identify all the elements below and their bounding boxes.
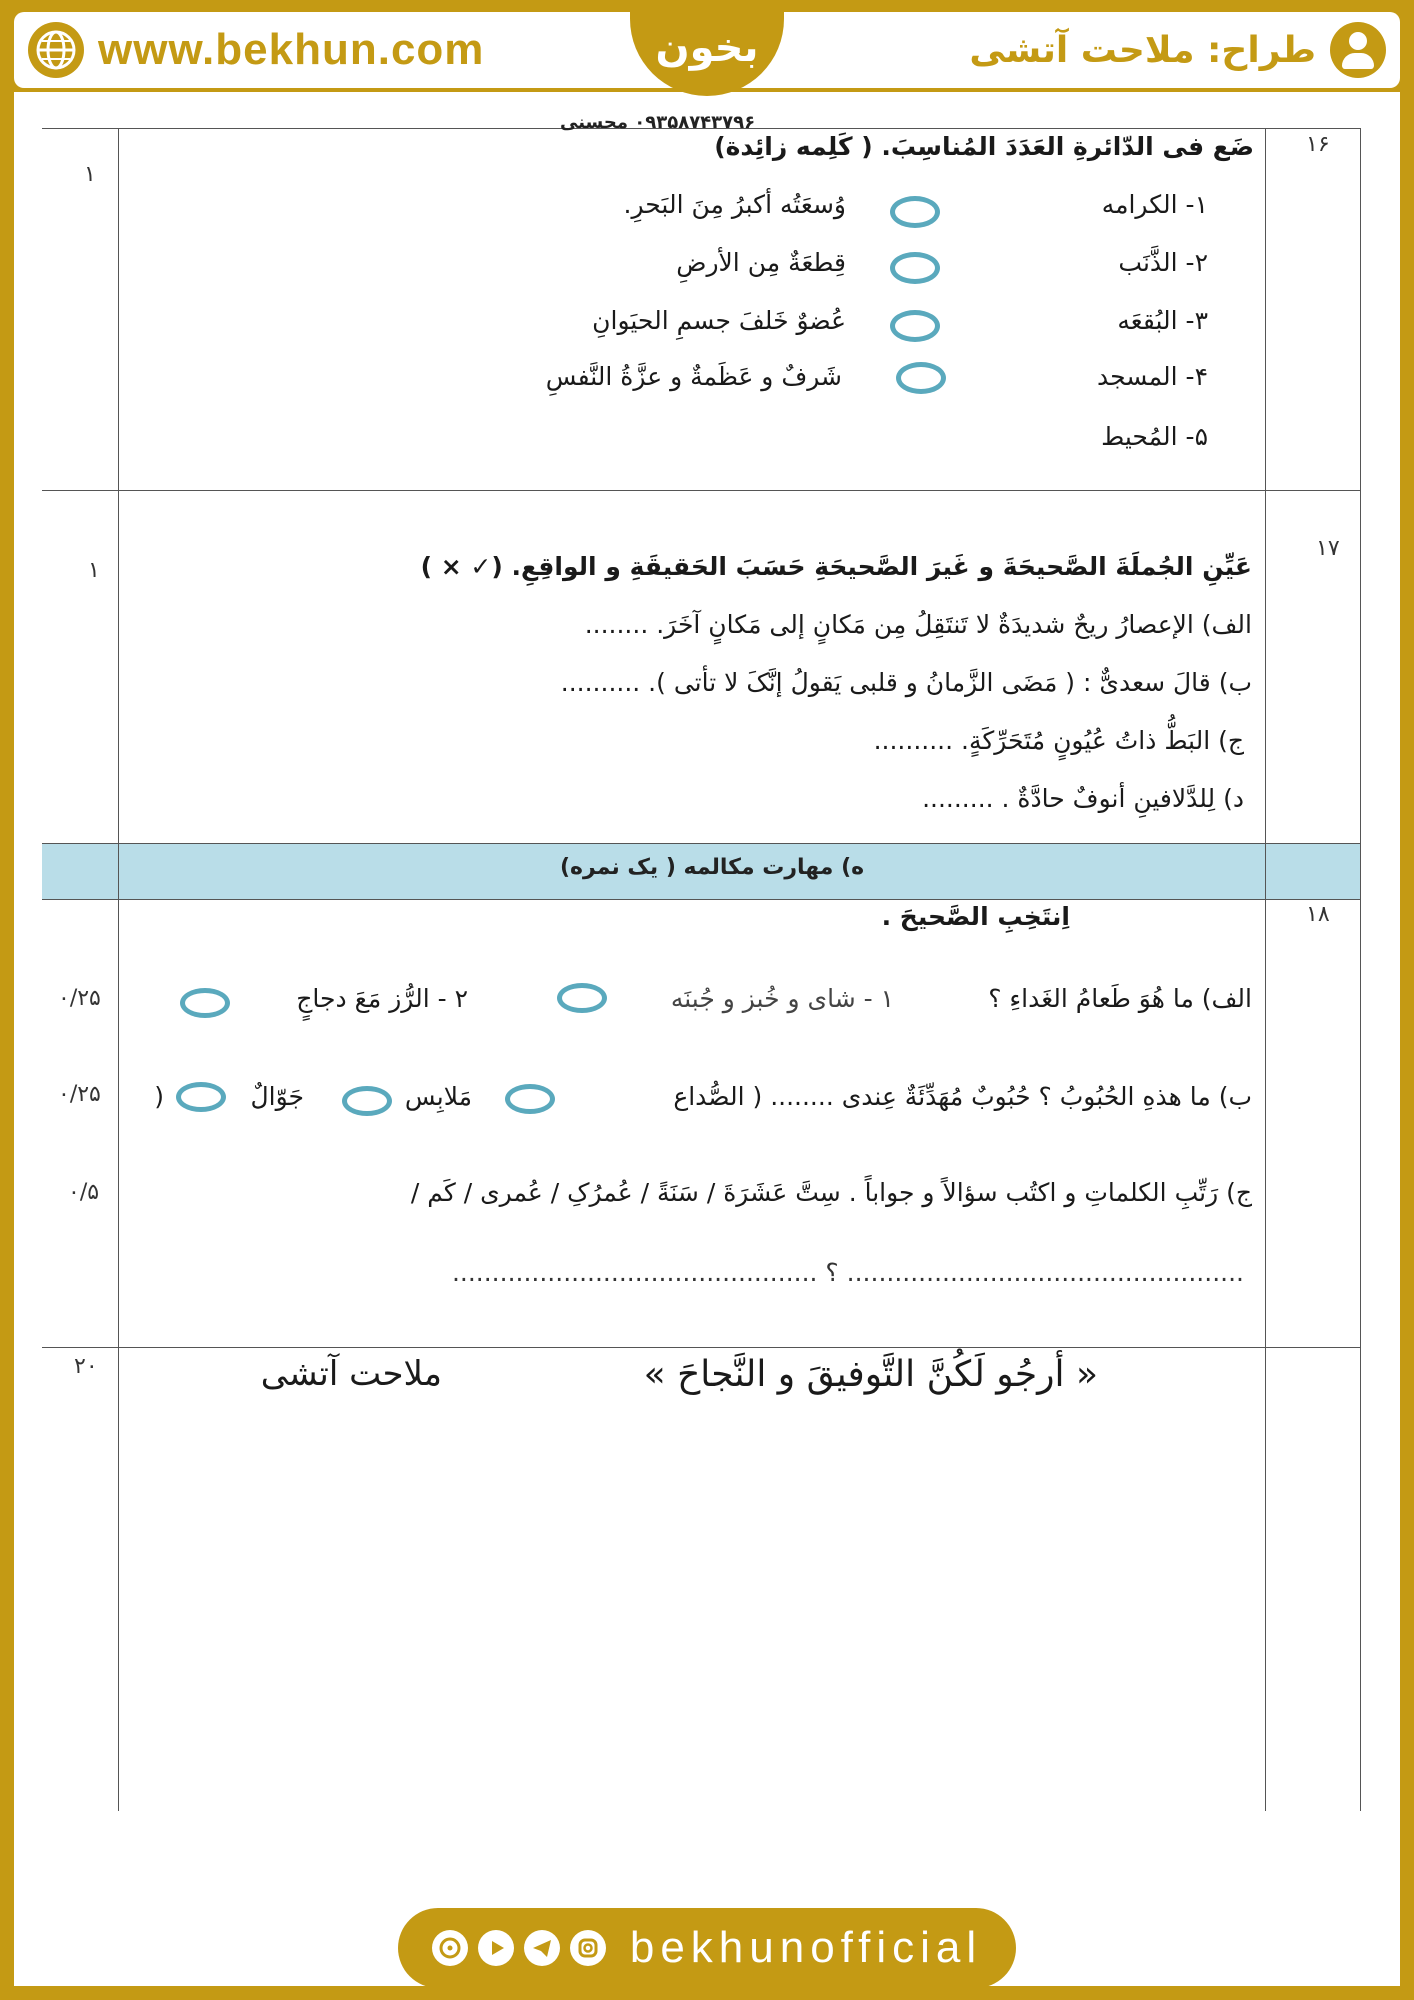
total-score: ۲۰	[74, 1354, 98, 1379]
instagram-icon[interactable]	[570, 1930, 606, 1966]
definition-item: قِطعَةٌ مِن الأرضِ	[676, 248, 846, 277]
answer-circle[interactable]	[890, 310, 940, 342]
question-score: ۰/۲۵	[58, 986, 101, 1011]
social-footer	[398, 1908, 1016, 1988]
answer-circle[interactable]	[896, 362, 946, 394]
question-title: عَیِّنِ الجُملَةَ الصَّحیحَةَ و غَیرَ الصَّحیحَةِ حَسَبَ الحَقیقَةِ و الواقِعِ. (✓ × )	[420, 552, 1252, 581]
row-divider	[42, 1347, 1360, 1348]
closing-paren: )	[154, 1082, 164, 1111]
answer-circle[interactable]	[342, 1086, 392, 1116]
site-url[interactable]: www.bekhun.com	[98, 25, 485, 74]
statement-item: د) لِلدَّلافینِ أنوفٌ حادَّةٌ . .........	[922, 784, 1244, 813]
question-number: ۱۶	[1306, 132, 1330, 157]
brand-logo: بخون	[655, 25, 759, 71]
closing-wish: « أرجُو لَکُنَّ التَّوفیقَ و النَّجاحَ »	[643, 1354, 1098, 1395]
designer-name: طراح: ملاحت آتشی	[969, 29, 1316, 71]
telegram-icon[interactable]	[524, 1930, 560, 1966]
definition-item: وُسعَتُه أکبرُ مِنَ البَحرِ.	[623, 190, 846, 219]
answer-circle[interactable]	[890, 196, 940, 228]
youtube-icon[interactable]	[478, 1930, 514, 1966]
question-score: ۱	[84, 162, 96, 187]
question-text: ب) ما هذهِ الحُبُوبُ ؟ حُبُوبٌ مُهَدِّئَةٌ عِندی ........ ( الصُّداع	[673, 1082, 1252, 1111]
score-column-border	[118, 128, 119, 1811]
word-item: ۲- الذَّنَب	[1118, 248, 1208, 277]
globe-icon	[28, 22, 84, 78]
option-text: مَلابِس	[404, 1082, 472, 1111]
table-right-border	[1360, 128, 1361, 1811]
social-handle[interactable]: bekhunofficial	[629, 1923, 983, 1972]
option-text: ۱ - شای و خُبز و جُبنَه	[670, 984, 894, 1013]
section-title: ه) مهارت مکالمه ( یک نمره)	[560, 855, 865, 880]
word-item: ۵- المُحیط	[1101, 422, 1208, 451]
answer-circle[interactable]	[180, 988, 230, 1018]
definition-item: عُضوٌ خَلفَ جسمِ الحیَوانِ	[592, 306, 846, 335]
option-text: جَوّالٌ	[250, 1082, 304, 1111]
answer-circle[interactable]	[557, 983, 607, 1013]
designer-credit	[969, 22, 1386, 78]
teacher-signature: ملاحت آتشی	[260, 1354, 442, 1394]
phone-number: ۰۹۳۵۸۷۴۳۷۹۶ محسنی	[560, 112, 756, 133]
question-score: ۰/۵	[68, 1180, 100, 1205]
word-item: ۱- الکرامه	[1101, 190, 1208, 219]
option-text: ۲ - الرُّز مَعَ دجاجٍ	[296, 984, 468, 1013]
question-number: ۱۷	[1316, 536, 1340, 561]
definition-item: شَرفٌ و عَظَمةٌ و عزَّةُ النَّفسِ	[545, 362, 842, 391]
site-link[interactable]	[28, 22, 484, 78]
statement-item: ب) قالَ سعدیٌّ : ( مَضَی الزَّمانُ و قلبی یَقولُ إنَّکَ لا تأتی ). ..........	[560, 668, 1252, 697]
user-icon	[1330, 22, 1386, 78]
answer-circle[interactable]	[890, 252, 940, 284]
word-item: ۳- البُقعَه	[1117, 306, 1208, 335]
question-number: ۱۸	[1306, 902, 1330, 927]
aparat-icon[interactable]	[432, 1930, 468, 1966]
number-column-border	[1265, 128, 1266, 1811]
answer-circle[interactable]	[505, 1084, 555, 1114]
question-text: ج) رَتِّبِ الکلماتِ و اکتُب سؤالاً و جواباً . سِتَّ عَشَرَةَ / سَنَةً / عُمرُکِ / عُمری / کَم /	[410, 1178, 1252, 1207]
question-score: ۱	[88, 558, 100, 583]
question-score: ۰/۲۵	[58, 1082, 101, 1107]
question-text: الف) ما هُوَ طَعامُ الغَداءِ ؟	[988, 984, 1252, 1013]
question-title: اِنتَخِبِ الصَّحیحَ .	[881, 902, 1070, 931]
word-item: ۴- المسجد	[1097, 362, 1208, 391]
row-divider	[42, 490, 1360, 491]
answer-circle[interactable]	[176, 1082, 226, 1112]
question-title: ضَع فی الدّائرةِ العَدَدَ المُناسِبَ. ( کَلِمه زائِدة)	[714, 132, 1254, 161]
answer-line[interactable]: .................................................. ؟ ..............................................	[451, 1258, 1244, 1287]
statement-item: الف) الإعصارُ ریحٌ شدیدَةٌ لا تَنتَقِلُ مِن مَکانٍ إلی مَکانٍ آخَرَ. ........	[584, 610, 1252, 639]
statement-item: ج) البَطُّ ذاتُ عُیُونٍ مُتَحَرِّکَةٍ. ..........	[873, 726, 1244, 755]
